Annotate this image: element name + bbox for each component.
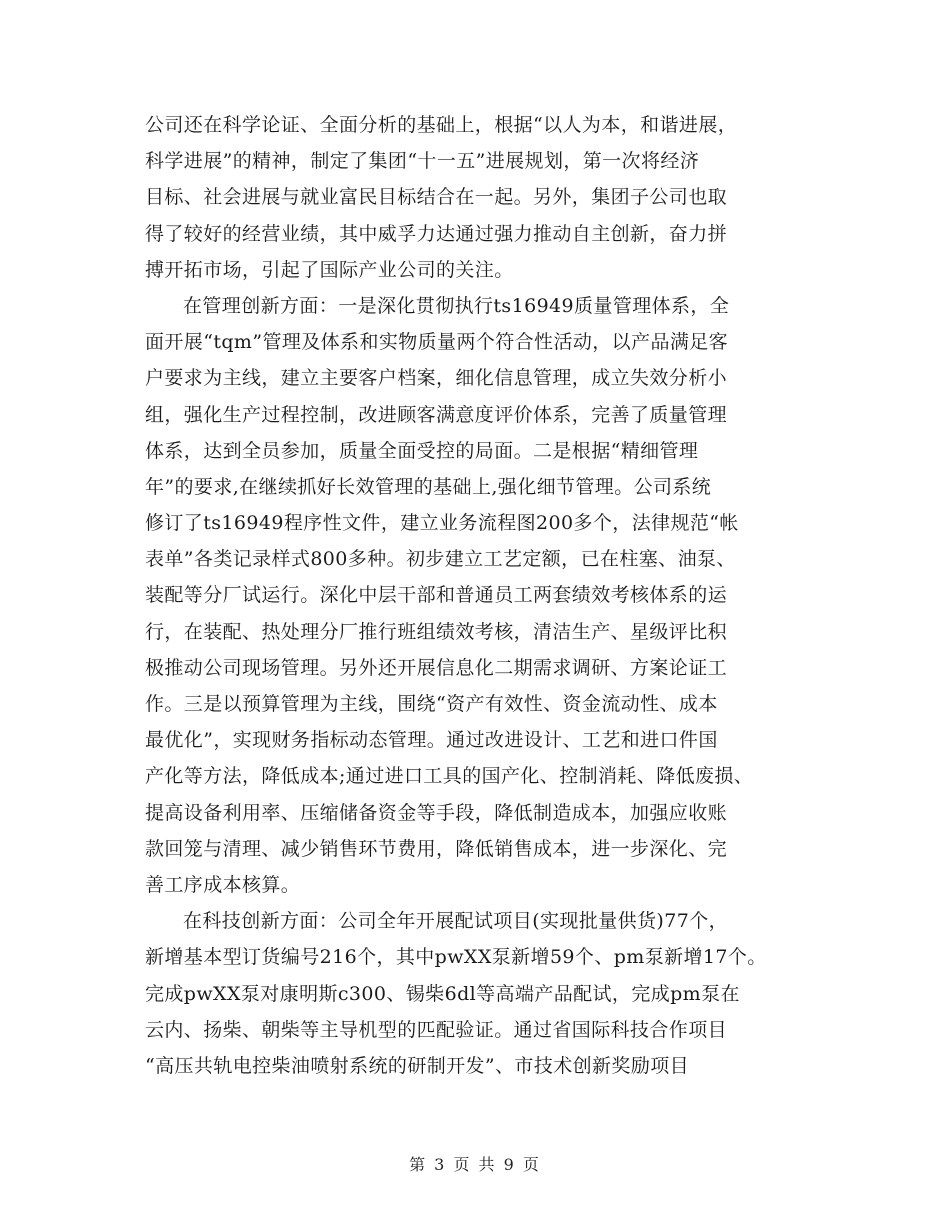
paragraph-line: 装配等分厂试运行。深化中层干部和普通员工两套绩效考核体系的运	[145, 584, 728, 607]
paragraph-line: 最优化”，实现财务指标动态管理。通过改进设计、工艺和进口件国	[145, 729, 718, 752]
paragraph-line: 公司还在科学论证、全面分析的基础上，根据“以人为本，和谐进展，	[145, 114, 738, 136]
paragraph-line: 科学进展”的精神，制定了集团“十一五”进展规划，第一次将经济	[145, 150, 700, 173]
paragraph-start-line: 在科技创新方面：公司全年开展配试项目(实现批量供货)77个，	[183, 910, 729, 933]
paragraph-line: 作。三是以预算管理为主线，围绕“资产有效性、资金流动性、成本	[145, 693, 718, 715]
paragraph-line: 善工序成本核算。	[145, 873, 301, 896]
paragraph-line: 组，强化生产过程控制，改进顾客满意度评价体系，完善了质量管理	[145, 403, 728, 426]
page-number-footer: 第 3 页 共 9 页	[409, 1155, 541, 1174]
paragraph-line: 体系，达到全员参加，质量全面受控的局面。二是根据“精细管理	[145, 439, 699, 462]
paragraph-line: 表单”各类记录样式800多种。初步建立工艺定额，已在柱塞、油泵、	[145, 548, 736, 571]
paragraph-line: 得了较好的经营业绩，其中威孚力达通过强力推动自主创新，奋力拼	[145, 222, 728, 245]
paragraph-line: 目标、社会进展与就业富民目标结合在一起。另外，集团子公司也取	[145, 186, 728, 209]
paragraph-line: 新增基本型订货编号216个，其中pwXX泵新增59个、pm泵新增17个。	[145, 946, 767, 969]
paragraph-line: 搏开拓市场，引起了国际产业公司的关注。	[145, 258, 514, 281]
paragraph-line: 产化等方法，降低成本;通过进口工具的国产化、控制消耗、降低废损、	[145, 765, 754, 788]
document-body	[145, 107, 825, 1084]
paragraph-line: 修订了ts16949程序性文件，建立业务流程图200多个，法律规范“帐	[145, 512, 739, 535]
paragraph-line: 面开展“tqm”管理及体系和实物质量两个符合性活动，以产品满足客	[145, 331, 729, 354]
paragraph-start-line: 在管理创新方面：一是深化贯彻执行ts16949质量管理体系，全	[183, 294, 730, 317]
paragraph-line: 极推动公司现场管理。另外还开展信息化二期需求调研、方案论证工	[145, 656, 728, 679]
paragraph-line: 提高设备利用率、压缩储备资金等手段，降低制造成本，加强应收账	[145, 801, 728, 824]
paragraph-line: 款回笼与清理、减少销售环节费用，降低销售成本，进一步深化、完	[145, 837, 728, 860]
paragraph-line: 云内、扬柴、朝柴等主导机型的匹配验证。通过省国际科技合作项目	[145, 1018, 728, 1041]
paragraph-line: 行，在装配、热处理分厂推行班组绩效考核，清洁生产、星级评比积	[145, 620, 728, 643]
paragraph-line: “高压共轨电控柴油喷射系统的研制开发”、市技术创新奖励项目	[145, 1054, 690, 1077]
paragraph-line: 年”的要求,在继续抓好长效管理的基础上,强化细节管理。公司系统	[145, 475, 712, 498]
paragraph-line: 户要求为主线，建立主要客户档案，细化信息管理，成立失效分析小	[145, 367, 728, 390]
paragraph-line: 完成pwXX泵对康明斯c300、锡柴6dl等高端产品配试，完成pm泵在	[145, 982, 740, 1005]
